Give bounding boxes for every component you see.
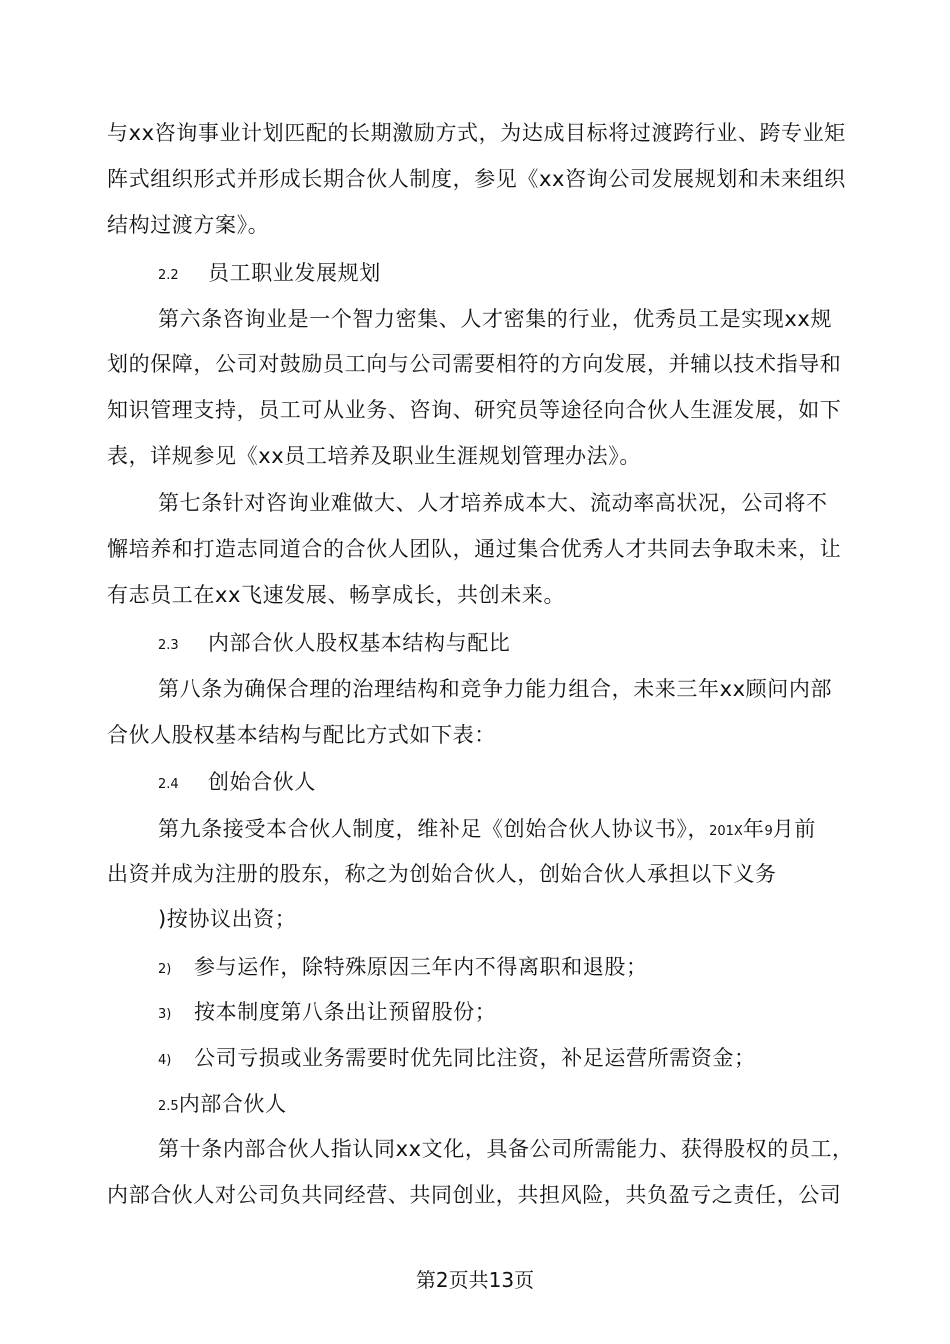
article-6-line-4: 表，详规参见《xx员工培养及职业生涯规划管理办法》。 (107, 444, 641, 468)
section-heading-2-5 (158, 1089, 287, 1122)
duty-item (158, 1043, 756, 1076)
section-title: 内部合伙人股权基本结构与配比 (208, 631, 511, 655)
page-number-footer: 第2页共13页 (415, 1268, 535, 1292)
duty-text: 按协议出资； (166, 907, 297, 931)
article-8-line-1: 第八条为确保合理的治理结构和竞争力能力组合，未来三年xx顾问内部 (158, 677, 833, 701)
article-9-month: 9 (764, 824, 773, 839)
duty-marker: ) (158, 907, 167, 931)
duty-marker: 2) (158, 962, 172, 977)
section-number: 2.3 (158, 638, 179, 653)
duty-text: 按本制度第八条出让预留股份； (194, 1000, 497, 1024)
article-8-line-2: 合伙人股权基本结构与配比方式如下表： (107, 723, 496, 747)
article-6-line-1: 第六条咨询业是一个智力密集、人才密集的行业，优秀员工是实现xx规 (158, 307, 833, 331)
section-heading-2-3 (158, 628, 510, 661)
duty-marker: 4) (158, 1053, 172, 1068)
duty-text: 参与运作，除特殊原因三年内不得离职和退股； (194, 955, 648, 979)
section-number: 2.5 (158, 1099, 179, 1114)
article-7-line-1: 第七条针对咨询业难做大、人才培养成本大、流动率高状况，公司将不 (158, 491, 828, 515)
article-10-line-2: 内部合伙人对公司负共同经营、共同创业，共担风险，共负盈亏之责任，公司 (107, 1183, 842, 1207)
section-number: 2.2 (158, 268, 179, 283)
duty-text: 公司亏损或业务需要时优先同比注资，补足运营所需资金； (194, 1046, 756, 1070)
intro-line-2: 阵式组织形式并形成长期合伙人制度，参见《xx咨询公司发展规划和未来组织 (107, 167, 846, 191)
article-9-year-unit: 年 (742, 817, 765, 841)
section-heading-2-2 (158, 258, 381, 291)
article-9-line-2: 出资并成为注册的股东，称之为创始合伙人，创始合伙人承担以下义务 (107, 862, 777, 886)
intro-line-1: 与xx咨询事业计划匹配的长期激励方式，为达成目标将过渡跨行业、跨专业矩 (107, 121, 846, 145)
article-6-line-3: 知识管理支持，员工可从业务、咨询、研究员等途径向合伙人生涯发展，如下 (107, 398, 842, 422)
section-title: 内部合伙人 (178, 1092, 287, 1116)
section-title: 员工职业发展规划 (208, 261, 381, 285)
section-title: 创始合伙人 (208, 770, 316, 794)
duty-item (158, 904, 296, 934)
intro-line-3: 结构过渡方案》。 (107, 213, 270, 237)
article-6-line-2: 划的保障，公司对鼓励员工向与公司需要相符的方向发展，并辅以技术指导和 (107, 352, 842, 376)
article-7-line-3: 有志员工在xx飞速发展、畅享成长，共创未来。 (107, 583, 566, 607)
duty-marker: 3) (158, 1007, 172, 1022)
duty-item (158, 952, 648, 985)
section-number: 2.4 (158, 777, 179, 792)
article-9-month-unit: 月前 (772, 817, 816, 841)
article-9-text: 第九条接受本合伙人制度，维补足《创始合伙人协议书》， (158, 817, 710, 841)
article-9-year: 201X (709, 824, 743, 839)
article-10-line-1: 第十条内部合伙人指认同xx文化，具备公司所需能力、获得股权的员工， (158, 1137, 854, 1161)
article-9-line-1 (158, 814, 816, 847)
article-7-line-2: 懈培养和打造志同道合的合伙人团队，通过集合优秀人才共同去争取未来，让 (107, 537, 842, 561)
duty-item (158, 997, 496, 1030)
section-heading-2-4 (158, 767, 316, 800)
